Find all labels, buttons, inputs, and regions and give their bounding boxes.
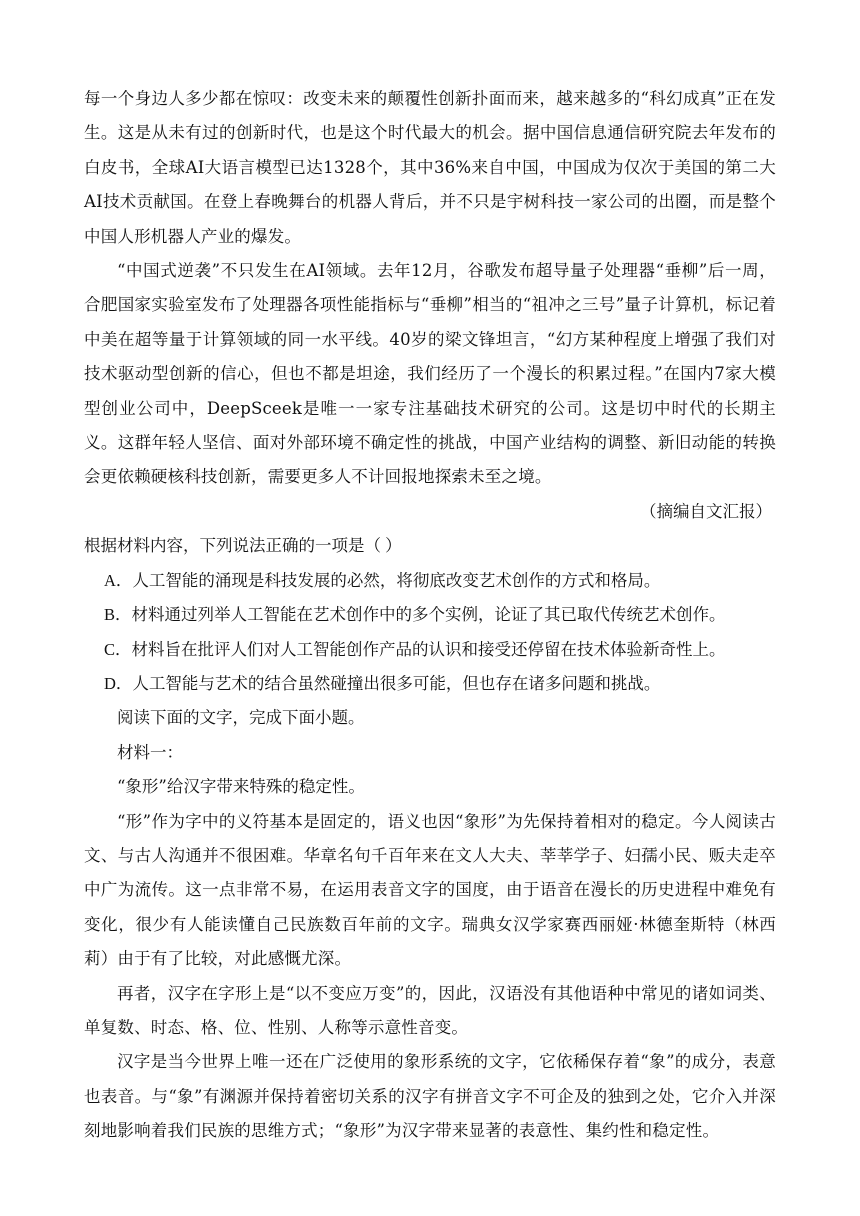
material-paragraph: 再者，汉字在字形上是“以不变应万变”的，因此，汉语没有其他语种中常见的诸如词类、单复数、时态、格、位、性别、人称等示意性音变。 (84, 983, 776, 1037)
material-heading: “象形”给汉字带来特殊的稳定性。 (117, 777, 365, 797)
question-stem: 根据材料内容，下列说法正确的一项是（ ） (84, 536, 402, 556)
option-c: C．材料旨在批评人们对人工智能创作产品的认识和接受还停留在技术体验新奇性上。 (104, 639, 726, 659)
passage-paragraph: 每一个身边人多少都在惊叹：改变未来的颠覆性创新扑面而来，越来越多的“科幻成真”正在发生。这是从未有过的创新时代，也是这个时代最大的机会。据中国信息通信研究院去年发布的白皮书，全球AI大语言模型已达1328个，其中36%来自中国，中国成为仅次于美国的第二大AI技术贡献国。在登上春晚舞台的机器人背后，并不只是宇树科技一家公司的出圈，而是整个中国人形机器人产业的爆发。 (84, 89, 776, 246)
passage-paragraph: “中国式逆袭”不只发生在AI领域。去年12月，谷歌发布超导量子处理器“垂柳”后一周，合肥国家实验室发布了处理器各项性能指标与“垂柳”相当的“祖冲之三号”量子计算机，标记着中美在超等量于计算领域的同一水平线。40岁的梁文锋坦言，“幻方某种程度上增强了我们对技术驱动型创新的信心，但也不都是坦途，我们经历了一个漫长的积累过程。”在国内7家大模型创业公司中，DeepSceek是唯一一家专注基础技术研究的公司。这是切中时代的长期主义。这群年轻人坚信、面对外部环境不确定性的挑战，中国产业结构的调整、新旧动能的转换会更依赖硬核科技创新，需要更多人不计回报地探索未至之境。 (84, 261, 776, 487)
material-paragraph: 汉字是当今世界上唯一还在广泛使用的象形系统的文字，它依稀保存着“象”的成分，表意也表音。与“象”有渊源并保持着密切关系的汉字有拼音文字不可企及的独到之处，它介入并深刻地影响着我们民族的思维方式；“象形”为汉字带来显著的表意性、集约性和稳定性。 (84, 1052, 776, 1141)
material-paragraph: “形”作为字中的义符基本是固定的，语义也因“象形”为先保持着相对的稳定。今人阅读古文、与古人沟通并不很困难。华章名句千百年来在文人大夫、莘莘学子、妇孺小民、贩夫走卒中广为流传。这一点非常不易，在运用表音文字的国度，由于语音在漫长的历史进程中难免有变化，很少有人能读懂自己民族数百年前的文字。瑞典女汉学家赛西丽娅·林德奎斯特（林西莉）由于有了比较，对此感慨尤深。 (84, 811, 776, 969)
material-label: 材料一： (117, 742, 183, 762)
option-d: D．人工智能与艺术的结合虽然碰撞出很多可能，但也存在诸多问题和挑战。 (104, 673, 661, 693)
reading-instruction: 阅读下面的文字，完成下面小题。 (117, 708, 365, 728)
source-citation: （摘编自文汇报） (640, 501, 772, 521)
option-b: B．材料通过列举人工智能在艺术创作中的多个实例，论证了其已取代传统艺术创作。 (104, 605, 726, 625)
option-a: A．人工智能的涌现是科技发展的必然，将彻底改变艺术创作的方式和格局。 (104, 570, 661, 590)
document-page (84, 82, 776, 1149)
answer-options (84, 564, 776, 702)
